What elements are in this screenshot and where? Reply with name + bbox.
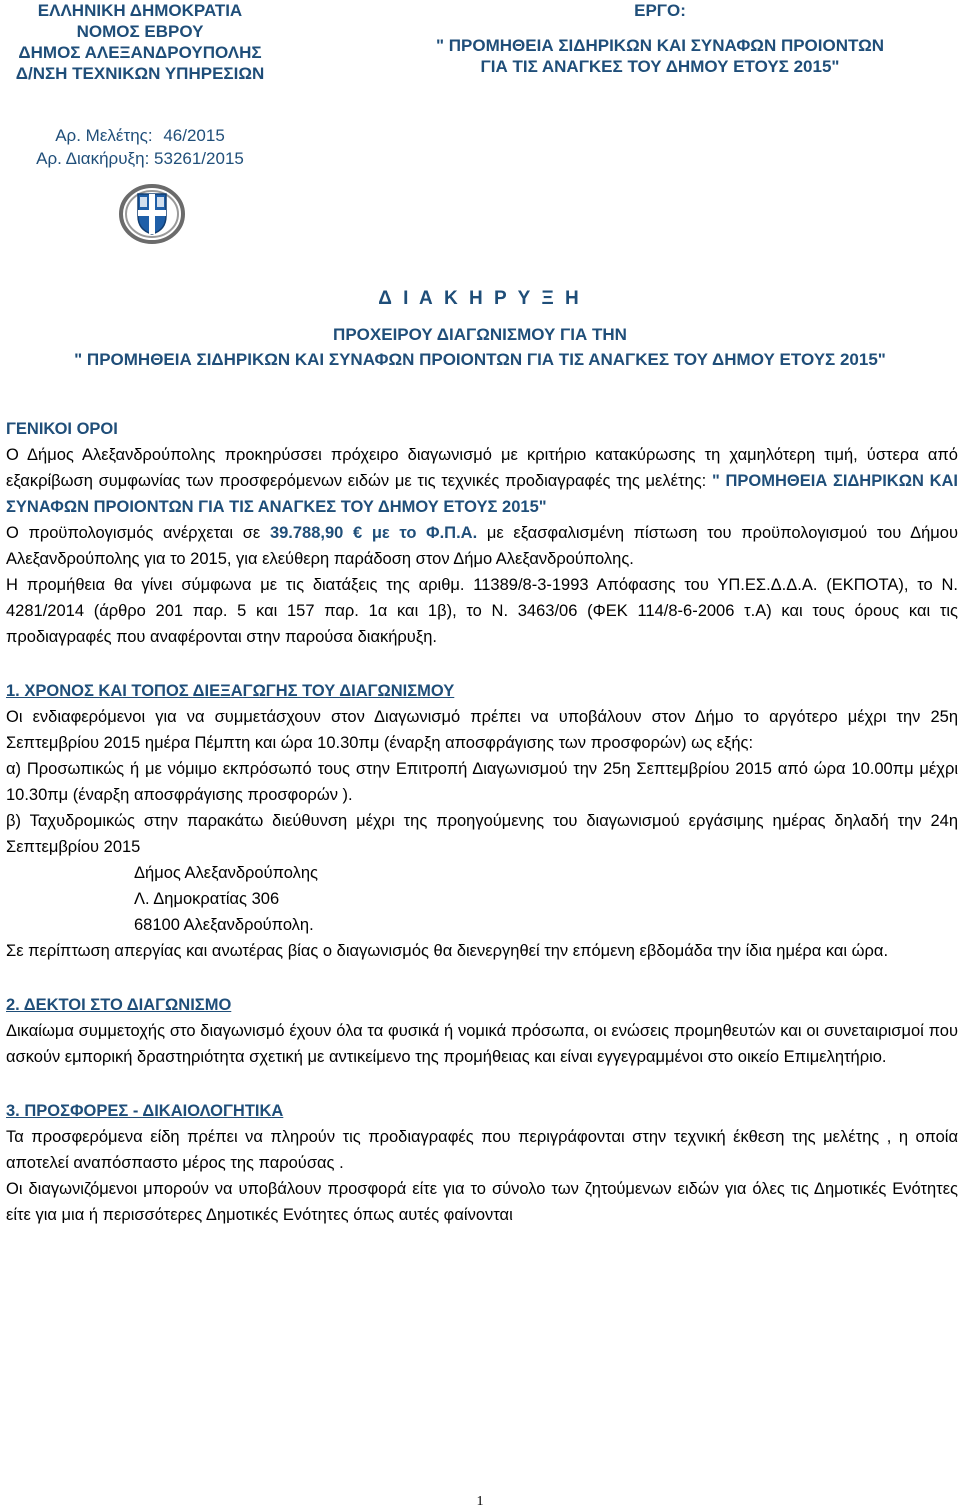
issuer-line: ΔΗΜΟΣ ΑΛΕΞΑΝΔΡΟΥΠΟΛΗΣ <box>18 43 262 62</box>
greek-emblem-icon <box>118 180 186 244</box>
project-label: ΕΡΓΟ: <box>634 1 686 20</box>
project-block <box>360 0 960 77</box>
general-paragraph-2 <box>6 520 958 572</box>
project-line: " ΠΡΟΜΗΘΕΙΑ ΣΙΔΗΡΙΚΩΝ ΚΑΙ ΣΥΝΑΦΩΝ ΠΡΟΙΟΝΤΩΝ <box>435 36 884 55</box>
study-number-value: 46/2015 <box>163 126 225 145</box>
address-line: 68100 Αλεξανδρούπολη. <box>134 916 314 934</box>
issuer-line: ΝΟΜΟΣ ΕΒΡΟΥ <box>76 22 204 41</box>
reference-block <box>0 124 280 170</box>
issuer-block <box>0 0 280 84</box>
section-1-paragraph-2: α) Προσωπικώς ή με νόμιμο εκπρόσωπό τους στην Επιτροπή Διαγωνισμού την 25η Σεπτεμβρίου 2015 από ώρα 10.00πμ μέχρι 10.30πμ (έναρξη αποσφράγισης προσφορών ). <box>6 760 958 804</box>
subtitle-line: ΠΡΟΧΕΙΡΟΥ ΔΙΑΓΩΝΙΣΜΟΥ ΓΙΑ ΤΗΝ <box>333 325 627 344</box>
general-p1-project: " ΠΡΟΜΗΘΕΙΑ ΣΙΔΗΡΙΚΩΝ ΚΑΙ ΣΥΝΑΦΩΝ ΠΡΟΙΟΝΤΩΝ ΓΙΑ ΤΙΣ ΑΝΑΓΚΕΣ ΤΟΥ ΔΗΜΟΥ ΕΤΟΥΣ 2015" <box>6 472 958 516</box>
document-title: Δ Ι Α Κ Η Ρ Υ Ξ Η <box>378 288 582 309</box>
general-paragraph-1 <box>6 442 958 520</box>
budget-text: Ο προϋπολογισμός ανέρχεται σε <box>6 524 270 542</box>
general-paragraph-3: Η προμήθεια θα γίνει σύμφωνα με τις διατάξεις της αριθμ. 11389/8-3-1993 Απόφασης του ΥΠ.ΕΣ.Δ.Δ.Α. (ΕΚΠΟΤΑ), το Ν. 4281/2014 (άρθρο 201 παρ. 5 και 157 παρ. 1α και 1β), το Ν. 3463/06 (ΦΕΚ 114/8-6-2006 τ.Α) και τους όρους και τις προδιαγραφές που αναφέρονται στην παρούσα διακήρυξη. <box>6 576 958 646</box>
section-1-paragraph-1: Οι ενδιαφερόμενοι για να συμμετάσχουν στον Διαγωνισμό πρέπει να υποβάλουν στον Δήμο το αργότερο μέχρι την 25η Σεπτεμβρίου 2015 ημέρα Πέμπτη και ώρα 10.30πμ (έναρξη αποσφράγισης των προσφορών) ως εξής: <box>6 708 958 752</box>
page-number: 1 <box>476 1494 484 1509</box>
study-number <box>0 124 280 147</box>
section-1-heading: 1. ΧΡΟΝΟΣ ΚΑΙ ΤΟΠΟΣ ΔΙΕΞΑΓΩΓΗΣ ΤΟΥ ΔΙΑΓΩΝΙΣΜΟΥ <box>6 682 455 700</box>
issuer-line: ΕΛΛΗΝΙΚΗ ΔΗΜΟΚΡΑΤΙΑ <box>37 1 243 20</box>
document-body <box>6 416 958 1228</box>
document-subtitle <box>0 322 960 372</box>
section-2-heading: 2. ΔΕΚΤΟΙ ΣΤΟ ΔΙΑΓΩΝΙΣΜΟ <box>6 996 232 1014</box>
issuer-line: Δ/ΝΣΗ ΤΕΧΝΙΚΩΝ ΥΠΗΡΕΣΙΩΝ <box>15 64 265 83</box>
section-3-paragraph-1: Τα προσφερόμενα είδη πρέπει να πληρούν τις προδιαγραφές που περιγράφονται στην τεχνική έκθεση της μελέτης , η οποία αποτελεί αναπόσπαστο μέρος της παρούσας . <box>6 1128 958 1172</box>
address-line: Λ. Δημοκρατίας 306 <box>134 890 280 908</box>
budget-amount: 39.788,90 € με το Φ.Π.Α. <box>269 524 478 542</box>
proclamation-number: Αρ. Διακήρυξη: 53261/2015 <box>36 149 244 168</box>
subtitle-line: " ΠΡΟΜΗΘΕΙΑ ΣΙΔΗΡΙΚΩΝ ΚΑΙ ΣΥΝΑΦΩΝ ΠΡΟΙΟΝΤΩΝ ΓΙΑ ΤΙΣ ΑΝΑΓΚΕΣ ΤΟΥ ΔΗΜΟΥ ΕΤΟΥΣ 2015" <box>74 350 886 369</box>
section-3-heading: 3. ΠΡΟΣΦΟΡΕΣ - ΔΙΚΑΙΟΛΟΓΗΤΙΚΑ <box>6 1102 284 1120</box>
general-p1-text: Ο Δήμος Αλεξανδρούπολης προκηρύσσει πρόχειρο διαγωνισμό με κριτήριο κατακύρωσης τη χαμηλότερη τιμή, ύστερα από εξακρίβωση συμφωνίας των προσφερόμενων ειδών με τις τεχνικές προδιαγραφές της μελέτης: <box>6 446 958 490</box>
address-line: Δήμος Αλεξανδρούπολης <box>134 864 319 882</box>
section-1-paragraph-3: β) Ταχυδρομικώς στην παρακάτω διεύθυνση μέχρι της προηγούμενης του διαγωνισμού εργάσιμης ημέρας δηλαδή την 24η Σεπτεμβρίου 2015 <box>6 812 958 856</box>
study-number-label: Αρ. Μελέτης: <box>55 126 153 145</box>
section-3-paragraph-2: Οι διαγωνιζόμενοι μπορούν να υποβάλουν προσφορά είτε για το σύνολο των ζητούμενων ειδών για όλες τις Δημοτικές Ενότητες είτε για μια ή περισσότερες Δημοτικές Ενότητες όπως αυτές φαίνονται <box>6 1180 958 1224</box>
general-terms-heading: ΓΕΝΙΚΟΙ ΟΡΟΙ <box>6 420 118 438</box>
section-2-paragraph-1: Δικαίωμα συμμετοχής στο διαγωνισμό έχουν όλα τα φυσικά ή νομικά πρόσωπα, οι ενώσεις προμηθευτών και οι συνεταιρισμοί που ασκούν εμπορική δραστηριότητα σχετική με αντικείμενο της προμήθειας και είναι εγγεγραμμένοι στο οικείο Επιμελητήριο. <box>6 1022 958 1066</box>
section-1-paragraph-4: Σε περίπτωση απεργίας και ανωτέρας βίας ο διαγωνισμός θα διενεργηθεί την επόμενη εβδομάδα την ίδια ημέρα και ώρα. <box>6 942 889 960</box>
budget-text-rest: με εξασφαλισμένη πίστωση του προϋπολογισμού του Δήμου Αλεξανδρούπολης για το 2015, για ελεύθερη παράδοση στον Δήμο Αλεξανδρούπολης. <box>6 524 958 568</box>
project-line: ΓΙΑ ΤΙΣ ΑΝΑΓΚΕΣ ΤΟΥ ΔΗΜΟΥ ΕΤΟΥΣ 2015" <box>480 57 840 76</box>
